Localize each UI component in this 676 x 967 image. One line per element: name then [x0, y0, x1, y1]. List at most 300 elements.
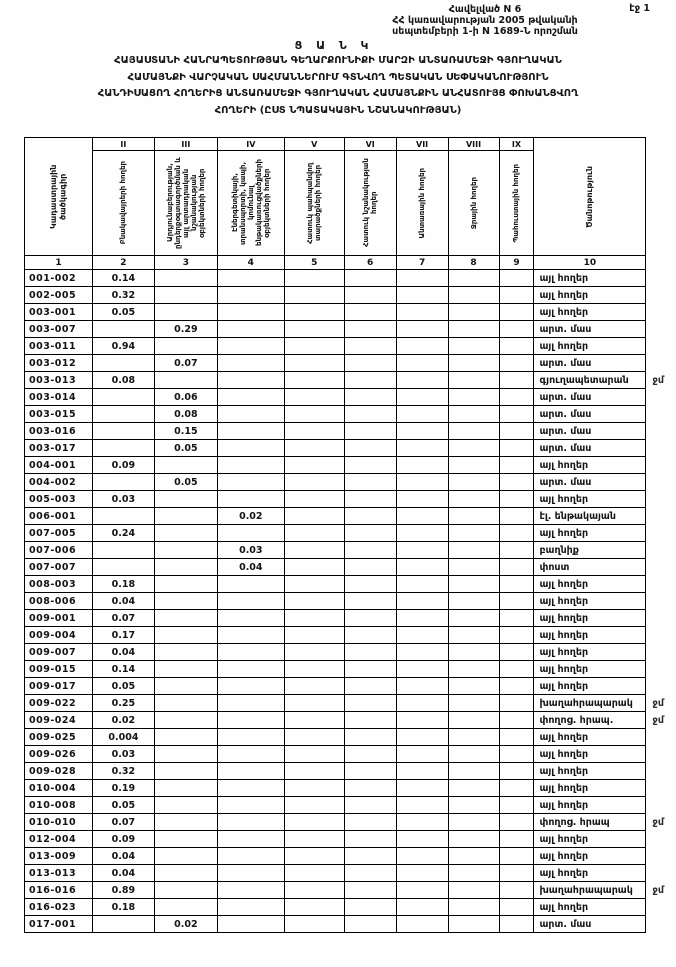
cell-category-6 [344, 355, 396, 372]
cell-category-8 [448, 661, 499, 678]
cell-category-9 [499, 491, 534, 508]
cell-code: 017-001 [25, 916, 93, 933]
cell-category-4 [217, 644, 284, 661]
cell-category-8 [448, 559, 499, 576]
cell-code: 013-013 [25, 865, 93, 882]
cell-category-7 [396, 882, 448, 899]
cell-code: 007-005 [25, 525, 93, 542]
cell-category-3 [154, 848, 217, 865]
decision-number-line: սեպտեմբերի 1-ի N 1689-Ն որոշման [392, 26, 578, 37]
cell-category-2 [92, 423, 154, 440]
table-row [25, 797, 676, 814]
cell-category-2: 0.17 [92, 627, 154, 644]
table-row [25, 644, 676, 661]
margin-mark: ջմ [652, 374, 664, 386]
cell-category-6 [344, 678, 396, 695]
cell-category-3 [154, 610, 217, 627]
table-row [25, 440, 676, 457]
header-roman-row [25, 138, 676, 151]
cell-category-6 [344, 576, 396, 593]
cell-category-3 [154, 559, 217, 576]
cell-code: 007-007 [25, 559, 93, 576]
cell-category-7 [396, 678, 448, 695]
cell-category-2: 0.07 [92, 814, 154, 831]
cell-category-5 [284, 916, 344, 933]
table-row [25, 372, 676, 389]
cell-category-2: 0.32 [92, 763, 154, 780]
cell-category-3 [154, 763, 217, 780]
cell-category-3 [154, 831, 217, 848]
column-number-5: 5 [284, 256, 344, 270]
cell-category-2: 0.25 [92, 695, 154, 712]
cell-note: այլ հողեր [534, 576, 646, 593]
cell-category-4 [217, 457, 284, 474]
cell-category-6 [344, 474, 396, 491]
table-row [25, 270, 676, 287]
cell-category-6 [344, 661, 396, 678]
cell-category-6 [344, 440, 396, 457]
column-header-category-label-III: Արդյունաբերության, ընդերքօգտագործման և այլ արտադրական նշանակության օբյեկտների հողեր [165, 157, 206, 249]
cell-note: այլ հողեր [534, 525, 646, 542]
cell-category-3: 0.15 [154, 423, 217, 440]
column-number-10: 10 [534, 256, 646, 270]
cell-note: արտ. մաս [534, 406, 646, 423]
table-body [25, 270, 676, 933]
cell-category-8 [448, 287, 499, 304]
table-row [25, 865, 676, 882]
margin-mark [646, 627, 676, 644]
cell-category-7 [396, 372, 448, 389]
cell-category-7 [396, 746, 448, 763]
cell-category-3 [154, 491, 217, 508]
table-row [25, 780, 676, 797]
cell-category-7 [396, 389, 448, 406]
cell-category-2 [92, 321, 154, 338]
table-row [25, 882, 676, 899]
cell-code: 003-012 [25, 355, 93, 372]
cell-category-5 [284, 389, 344, 406]
cell-category-4 [217, 270, 284, 287]
cell-category-9 [499, 831, 534, 848]
cell-category-7 [396, 525, 448, 542]
cell-category-6 [344, 559, 396, 576]
cell-category-3 [154, 576, 217, 593]
table-row [25, 678, 676, 695]
header-numbers-row [25, 256, 676, 270]
cell-category-9 [499, 797, 534, 814]
cell-category-3 [154, 627, 217, 644]
cell-category-3 [154, 270, 217, 287]
cell-category-7 [396, 406, 448, 423]
cell-category-9 [499, 678, 534, 695]
cell-category-4: 0.02 [217, 508, 284, 525]
cell-category-3 [154, 865, 217, 882]
cell-category-3 [154, 678, 217, 695]
table-row [25, 355, 676, 372]
cell-category-8 [448, 457, 499, 474]
cell-note: այլ հողեր [534, 746, 646, 763]
cell-category-9 [499, 389, 534, 406]
cell-category-7 [396, 304, 448, 321]
margin-mark [646, 865, 676, 882]
cell-category-4 [217, 865, 284, 882]
cell-note: արտ. մաս [534, 916, 646, 933]
cell-note: փողոց. հրապ [534, 814, 646, 831]
cell-category-6 [344, 797, 396, 814]
land-transfer-table [24, 137, 676, 933]
cell-category-6 [344, 729, 396, 746]
cell-category-8 [448, 610, 499, 627]
margin-mark [646, 287, 676, 304]
cell-category-8 [448, 270, 499, 287]
cell-category-3: 0.05 [154, 474, 217, 491]
cell-category-7 [396, 423, 448, 440]
cell-category-7 [396, 542, 448, 559]
cell-code: 003-013 [25, 372, 93, 389]
margin-mark [646, 525, 676, 542]
cell-category-4 [217, 406, 284, 423]
cell-category-9 [499, 542, 534, 559]
column-number-6: 6 [344, 256, 396, 270]
column-header-category-VI [344, 151, 396, 256]
cell-category-4 [217, 321, 284, 338]
margin-mark [646, 304, 676, 321]
roman-numeral-VII: VII [396, 138, 448, 151]
cell-category-8 [448, 542, 499, 559]
cell-category-9 [499, 780, 534, 797]
margin-mark [646, 423, 676, 440]
cell-category-3 [154, 882, 217, 899]
cell-category-7 [396, 729, 448, 746]
cell-category-3: 0.06 [154, 389, 217, 406]
cell-category-4 [217, 661, 284, 678]
table-row [25, 321, 676, 338]
margin-mark [646, 797, 676, 814]
cell-category-7 [396, 508, 448, 525]
cell-category-8 [448, 389, 499, 406]
cell-category-6 [344, 899, 396, 916]
cell-note: այլ հողեր [534, 848, 646, 865]
margin-mark [646, 321, 676, 338]
cell-note: արտ. մաս [534, 474, 646, 491]
cell-code: 009-015 [25, 661, 93, 678]
cell-code: 010-010 [25, 814, 93, 831]
cell-category-2: 0.004 [92, 729, 154, 746]
cell-category-2: 0.09 [92, 457, 154, 474]
table-row [25, 899, 676, 916]
cell-category-2: 0.04 [92, 865, 154, 882]
table-row [25, 491, 676, 508]
margin-mark [646, 644, 676, 661]
cell-category-7 [396, 559, 448, 576]
column-header-category-II [92, 151, 154, 256]
cell-category-3 [154, 695, 217, 712]
cell-category-4 [217, 899, 284, 916]
column-header-category-label-VII: Անտառային հողեր [418, 167, 427, 239]
cell-code: 013-009 [25, 848, 93, 865]
table-row [25, 474, 676, 491]
column-header-category-IX [499, 151, 534, 256]
cell-category-3 [154, 525, 217, 542]
cell-category-9 [499, 729, 534, 746]
cell-category-5 [284, 831, 344, 848]
cell-category-2 [92, 542, 154, 559]
cell-note: այլ հողեր [534, 304, 646, 321]
cell-category-4 [217, 831, 284, 848]
cell-category-6 [344, 304, 396, 321]
cell-code: 009-017 [25, 678, 93, 695]
cell-note: արտ. մաս [534, 440, 646, 457]
cell-category-2: 0.04 [92, 848, 154, 865]
margin-mark [646, 916, 676, 933]
cell-note: արտ. մաս [534, 321, 646, 338]
cell-category-4 [217, 678, 284, 695]
column-header-category-label-V: Հատուկ պահպանվող տարածքների հողեր [306, 162, 323, 244]
cell-category-4 [217, 576, 284, 593]
cell-category-5 [284, 899, 344, 916]
cell-category-2 [92, 559, 154, 576]
cell-category-8 [448, 304, 499, 321]
cell-category-8 [448, 831, 499, 848]
appendix-block [310, 4, 660, 37]
cell-category-8 [448, 780, 499, 797]
cell-category-3 [154, 287, 217, 304]
cell-category-8 [448, 916, 499, 933]
cell-category-7 [396, 627, 448, 644]
cell-category-6 [344, 406, 396, 423]
margin-mark [646, 729, 676, 746]
cell-category-9 [499, 644, 534, 661]
cell-category-8 [448, 423, 499, 440]
title-line-1: ՀԱՅԱՍՏԱՆԻ ՀԱՆՐԱՊԵՏՈՒԹՅԱՆ ԳԵՂԱՐՔՈՒՆԻՔԻ ՄԱՐԶԻ ԱՆՏԱՌԱՄԵՋԻ ԳՅՈՒՂԱԿԱՆ [114, 55, 562, 66]
cell-category-6 [344, 763, 396, 780]
cell-category-8 [448, 440, 499, 457]
column-number-3: 3 [154, 256, 217, 270]
cell-note: բաղնիք [534, 542, 646, 559]
cell-category-4 [217, 355, 284, 372]
cell-category-9 [499, 474, 534, 491]
cell-code: 009-025 [25, 729, 93, 746]
cell-category-9 [499, 372, 534, 389]
margin-mark [646, 270, 676, 287]
cell-note: այլ հողեր [534, 593, 646, 610]
cell-category-7 [396, 474, 448, 491]
cell-category-7 [396, 848, 448, 865]
cell-category-8 [448, 763, 499, 780]
cell-category-5 [284, 457, 344, 474]
cell-category-5 [284, 678, 344, 695]
cell-category-8 [448, 627, 499, 644]
cell-category-6 [344, 491, 396, 508]
margin-mark [646, 899, 676, 916]
cell-category-9 [499, 627, 534, 644]
cell-category-3 [154, 372, 217, 389]
cell-category-5 [284, 882, 344, 899]
cell-category-9 [499, 610, 534, 627]
cell-category-8 [448, 695, 499, 712]
cell-category-2: 0.94 [92, 338, 154, 355]
cell-category-4 [217, 389, 284, 406]
cell-code: 007-006 [25, 542, 93, 559]
cell-code: 004-001 [25, 457, 93, 474]
cell-category-5 [284, 287, 344, 304]
cell-category-2: 0.89 [92, 882, 154, 899]
cell-category-9 [499, 559, 534, 576]
cell-category-6 [344, 882, 396, 899]
cell-category-5 [284, 372, 344, 389]
margin-mark [646, 576, 676, 593]
cell-category-9 [499, 593, 534, 610]
cell-category-6 [344, 287, 396, 304]
cell-category-7 [396, 780, 448, 797]
margin-mark [646, 593, 676, 610]
cell-category-4 [217, 338, 284, 355]
cell-category-2: 0.24 [92, 525, 154, 542]
cell-category-6 [344, 525, 396, 542]
cell-note: այլ հողեր [534, 763, 646, 780]
cell-category-8 [448, 848, 499, 865]
cell-category-7 [396, 491, 448, 508]
cell-category-4 [217, 882, 284, 899]
cell-category-9 [499, 576, 534, 593]
table-row [25, 559, 676, 576]
table-row [25, 831, 676, 848]
margin-mark [646, 389, 676, 406]
cell-category-9 [499, 287, 534, 304]
cell-category-3 [154, 457, 217, 474]
cell-category-6 [344, 321, 396, 338]
title-line-2: ՀԱՄԱՅՆՔԻ ՎԱՐՉԱԿԱՆ ՍԱՀՄԱՆՆԵՐՈՒՄ ԳՏՆՎՈՂ ՊԵՏԱԿԱՆ ՍԵՓԱԿԱՆՈՒԹՅՈՒՆ [127, 71, 549, 83]
cell-category-2: 0.14 [92, 270, 154, 287]
cell-code: 003-017 [25, 440, 93, 457]
cell-category-4 [217, 814, 284, 831]
cell-category-8 [448, 729, 499, 746]
roman-numeral-II: II [92, 138, 154, 151]
margin-mark [646, 440, 676, 457]
cell-category-7 [396, 610, 448, 627]
cell-category-6 [344, 746, 396, 763]
cell-note: այլ հողեր [534, 865, 646, 882]
cell-category-9 [499, 423, 534, 440]
margin-mark: ջմ [652, 714, 664, 726]
cell-category-2 [92, 355, 154, 372]
margin-mark [646, 491, 676, 508]
decision-year-line: ՀՀ կառավարության 2005 թվականի [392, 15, 578, 26]
cell-category-7 [396, 899, 448, 916]
cell-category-5 [284, 525, 344, 542]
roman-numeral-VIII: VIII [448, 138, 499, 151]
cell-category-7 [396, 814, 448, 831]
margin-mark [646, 661, 676, 678]
cell-category-7 [396, 287, 448, 304]
cell-category-4 [217, 780, 284, 797]
margin-mark [646, 746, 676, 763]
column-header-category-VIII [448, 151, 499, 256]
table-row [25, 457, 676, 474]
cell-category-7 [396, 797, 448, 814]
table-row [25, 763, 676, 780]
column-header-category-V [284, 151, 344, 256]
cell-category-3: 0.05 [154, 440, 217, 457]
cell-category-7 [396, 440, 448, 457]
cell-code: 010-004 [25, 780, 93, 797]
cell-category-3 [154, 508, 217, 525]
cell-category-8 [448, 712, 499, 729]
cell-category-6 [344, 848, 396, 865]
cell-category-5 [284, 406, 344, 423]
cell-category-6 [344, 270, 396, 287]
table-row [25, 712, 676, 729]
cell-category-4 [217, 712, 284, 729]
cell-category-7 [396, 355, 448, 372]
cell-category-3 [154, 338, 217, 355]
column-header-category-label-VIII: Ջրային հողեր [469, 176, 478, 230]
cell-category-9 [499, 899, 534, 916]
list-caption: Ց Ա Ն Կ [294, 39, 374, 52]
cell-category-8 [448, 865, 499, 882]
cell-category-4 [217, 916, 284, 933]
cell-category-9 [499, 304, 534, 321]
cell-category-4 [217, 763, 284, 780]
cell-note: այլ հողեր [534, 270, 646, 287]
table-row [25, 695, 676, 712]
cell-note: այլ հողեր [534, 797, 646, 814]
roman-numeral-III: III [154, 138, 217, 151]
cell-category-8 [448, 525, 499, 542]
page-number: էջ 1 [629, 3, 650, 14]
margin-column [646, 138, 676, 270]
cell-note: այլ հողեր [534, 457, 646, 474]
cell-category-2: 0.04 [92, 593, 154, 610]
margin-mark [646, 406, 676, 423]
cell-category-8 [448, 746, 499, 763]
cell-category-9 [499, 525, 534, 542]
cell-category-9 [499, 695, 534, 712]
cell-category-6 [344, 372, 396, 389]
margin-mark [646, 678, 676, 695]
cell-category-4 [217, 372, 284, 389]
cell-category-2: 0.09 [92, 831, 154, 848]
cell-note: այլ հողեր [534, 287, 646, 304]
cell-category-8 [448, 899, 499, 916]
cell-category-4 [217, 593, 284, 610]
column-header-notes-label: Ծանոթություն [585, 165, 595, 228]
column-header-category-label-IV: Էներգետիկայի, տրանսպորտի, կապի, կոմունալ ենթակառուցվածքների օբյեկտների հողեր [230, 159, 271, 247]
cell-note: այլ հողեր [534, 729, 646, 746]
cell-category-2 [92, 916, 154, 933]
cell-note: արտ. մաս [534, 389, 646, 406]
cell-code: 009-028 [25, 763, 93, 780]
cell-category-6 [344, 423, 396, 440]
margin-mark: ջմ [652, 816, 664, 828]
cell-category-9 [499, 882, 534, 899]
cell-category-6 [344, 338, 396, 355]
table-row [25, 848, 676, 865]
cell-category-5 [284, 729, 344, 746]
cell-note: այլ հողեր [534, 627, 646, 644]
cell-category-6 [344, 865, 396, 882]
cell-category-6 [344, 916, 396, 933]
margin-mark [646, 542, 676, 559]
cell-category-3 [154, 814, 217, 831]
column-header-category-label-IX: Պահուստային հողեր [512, 163, 521, 243]
cell-category-4 [217, 525, 284, 542]
table-row [25, 304, 676, 321]
cell-category-3 [154, 797, 217, 814]
cell-category-5 [284, 542, 344, 559]
cell-category-4 [217, 304, 284, 321]
cell-note: էլ. ենթակայան [534, 508, 646, 525]
